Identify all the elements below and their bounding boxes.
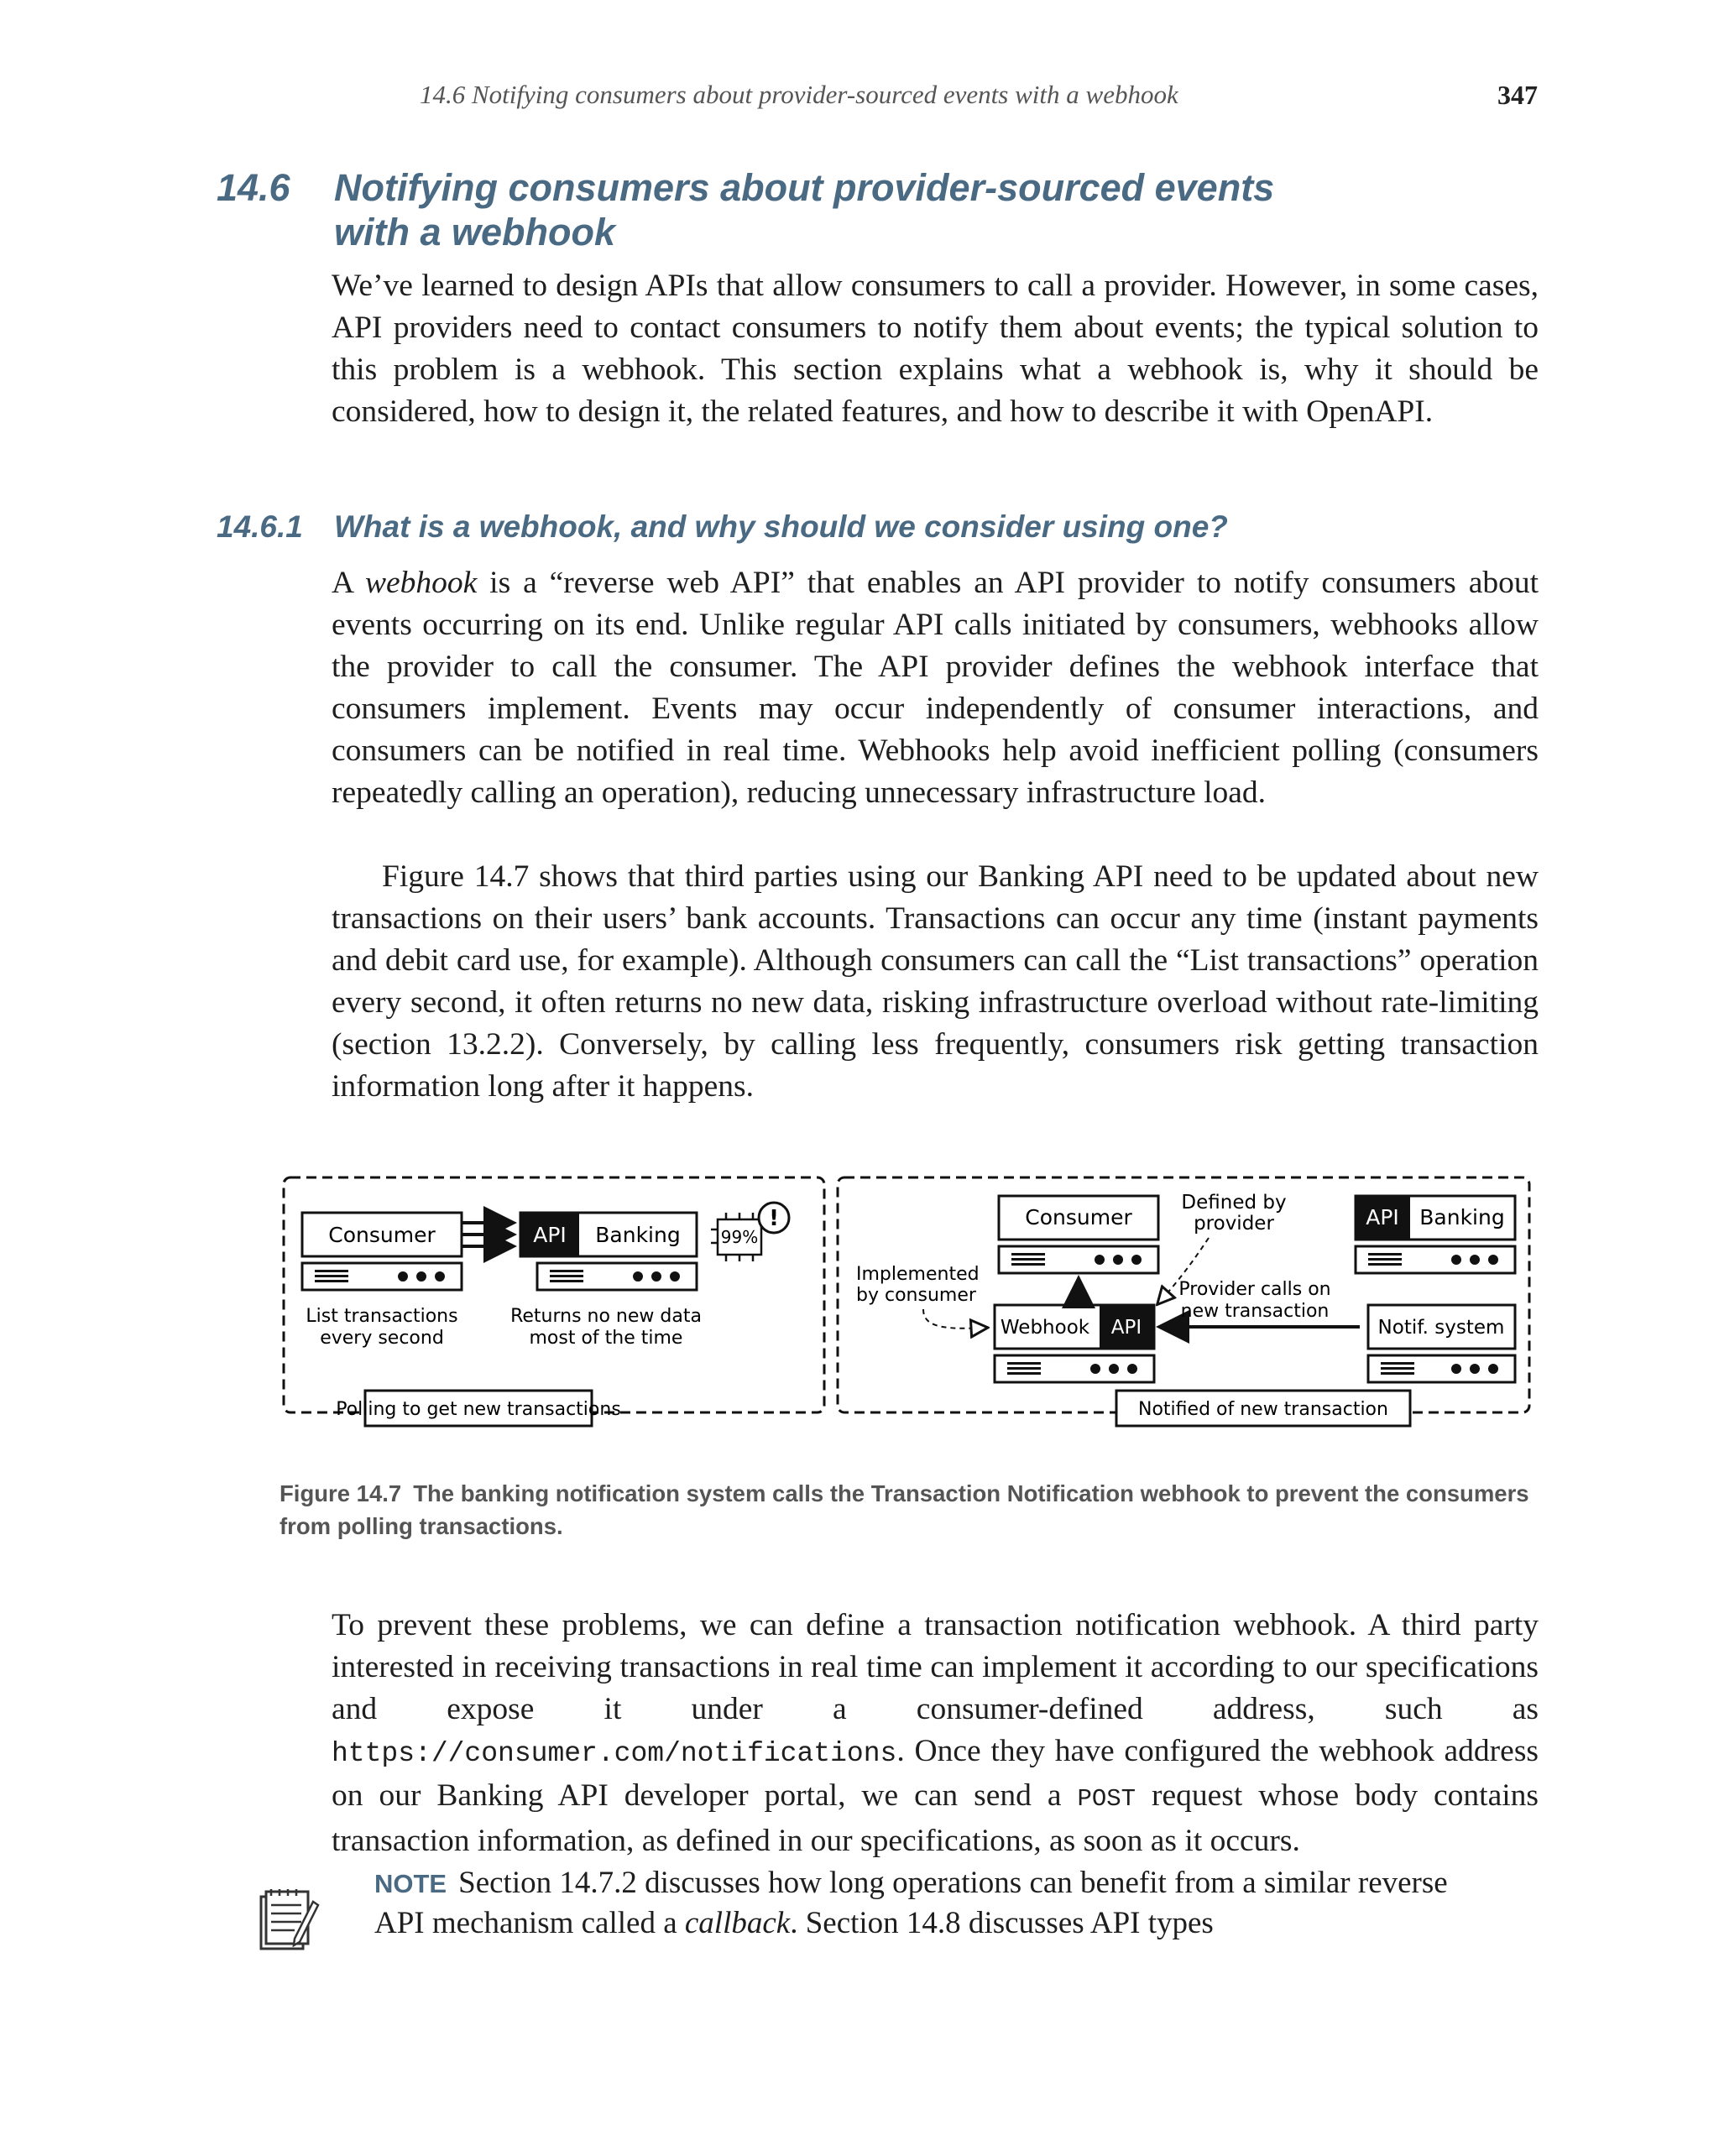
figure-intro-paragraph: Figure 14.7 shows that third parties using our Banking API need to be updated about new transactions on their users’ bank accounts. Transactions can occur any time (instant payments and debit card use, for example). Although consumers can call the “List transactions” operation every second, it often returns no new data, risking infrastructure overload without rate-limiting (section 13.2.2). Conversely, by calling less frequently, consumers risk getting transaction information long after it happens. [332, 859, 1539, 1104]
right-api-label: API [1366, 1205, 1399, 1229]
figure-webhook-diagram [277, 1171, 1536, 1452]
right-consumer-label: Consumer [1025, 1205, 1132, 1229]
running-header: 14.6 Notifying consumers about provider-sourced events with a webhook [420, 80, 1178, 109]
after-figure-paragraph: To prevent these problems, we can define a transaction notification webhook. A third party interested in receiving transactions in real time can implement it according to our specifications and expose it under a consumer-defined address, such as https://consumer.com/notifications. Once they have configured the webhook address on our Banking API developer portal, we can send a POST request whose body contains transaction information, as defined in our specifications, as soon as it occurs. [332, 1608, 1539, 1858]
right-banking-label: Banking [1419, 1205, 1505, 1229]
provider-calls-2: new transaction [1180, 1301, 1330, 1322]
defined-by-provider-2: provider [1194, 1213, 1274, 1235]
note-list-transactions-1: List transactions [306, 1306, 458, 1327]
section-intro-paragraph: We’ve learned to design APIs that allow consumers to call a provider. However, in some cases, API providers need to contact consumers to notify them about events; the typical solution to this problem is a webhook. This section explains what a webhook is, why it should be considered, how to design it, the related features, and how to describe it with OpenAPI. [332, 269, 1539, 429]
left-api-label: API [533, 1223, 567, 1247]
figure-caption-label: Figure 14.7 [280, 1480, 402, 1506]
section-title-line1: Notifying consumers about provider-sourced events [334, 166, 1275, 209]
right-panel-label: Notified of new transaction [1138, 1399, 1388, 1420]
svg-text:!: ! [769, 1206, 779, 1231]
left-consumer-label: Consumer [328, 1223, 436, 1247]
note-returns-2: most of the time [529, 1328, 683, 1349]
left-banking-label: Banking [595, 1223, 681, 1247]
page-number: 347 [1497, 80, 1538, 110]
cpu-overload-icon [711, 1203, 789, 1261]
webhook-label: Webhook [1000, 1317, 1090, 1339]
provider-calls-1: Provider calls on [1178, 1279, 1331, 1300]
note-returns-1: Returns no new data [510, 1306, 702, 1327]
webhook-url: https://consumer.com/notifications [332, 1738, 897, 1769]
term-webhook: webhook [364, 566, 478, 600]
term-callback: callback [684, 1906, 791, 1940]
section-title-line2: with a webhook [334, 211, 616, 253]
note-notepad-icon [254, 1887, 321, 1959]
http-method-post: POST [1077, 1785, 1136, 1813]
left-panel-label: Polling to get new transactions [336, 1399, 621, 1420]
implemented-by-consumer-1: Implemented [856, 1264, 980, 1285]
webhook-definition-paragraph: A webhook is a “reverse web API” that enables an API provider to notify consumers about events occurring on its end. Unlike regular API calls initiated by consumers, webhooks allow the provider to call the consumer. The API provider defines the webhook interface that consumers implement. Events may occur independently of consumer interactions, and consumers can be notified in real time. Webhooks help avoid inefficient polling (consumers repeatedly calling an operation), reducing unnecessary infrastructure load. [332, 566, 1539, 810]
note-label: NOTE [374, 1869, 447, 1898]
notif-system-label: Notif. system [1377, 1317, 1505, 1339]
webhook-api-label: API [1110, 1317, 1142, 1339]
figure-caption-text: The banking notification system calls the Transaction Notification webhook to prevent the consumers from polling transactions. [280, 1480, 1529, 1539]
implemented-by-consumer-2: by consumer [856, 1285, 976, 1306]
subsection-title: What is a webhook, and why should we consider using one? [334, 509, 1228, 544]
note-list-transactions-2: every second [320, 1328, 444, 1349]
note-paragraph: NOTE Section 14.7.2 discusses how long operations can benefit from a similar reverse API mechanism called a callback. Section 14.8 discusses API types [374, 1866, 1448, 1940]
defined-by-provider-1: Defined by [1181, 1192, 1287, 1214]
subsection-number: 14.6.1 [217, 509, 303, 544]
section-number: 14.6 [217, 166, 290, 209]
svg-text:99%: 99% [720, 1227, 759, 1247]
figure-caption [280, 1477, 1539, 1543]
